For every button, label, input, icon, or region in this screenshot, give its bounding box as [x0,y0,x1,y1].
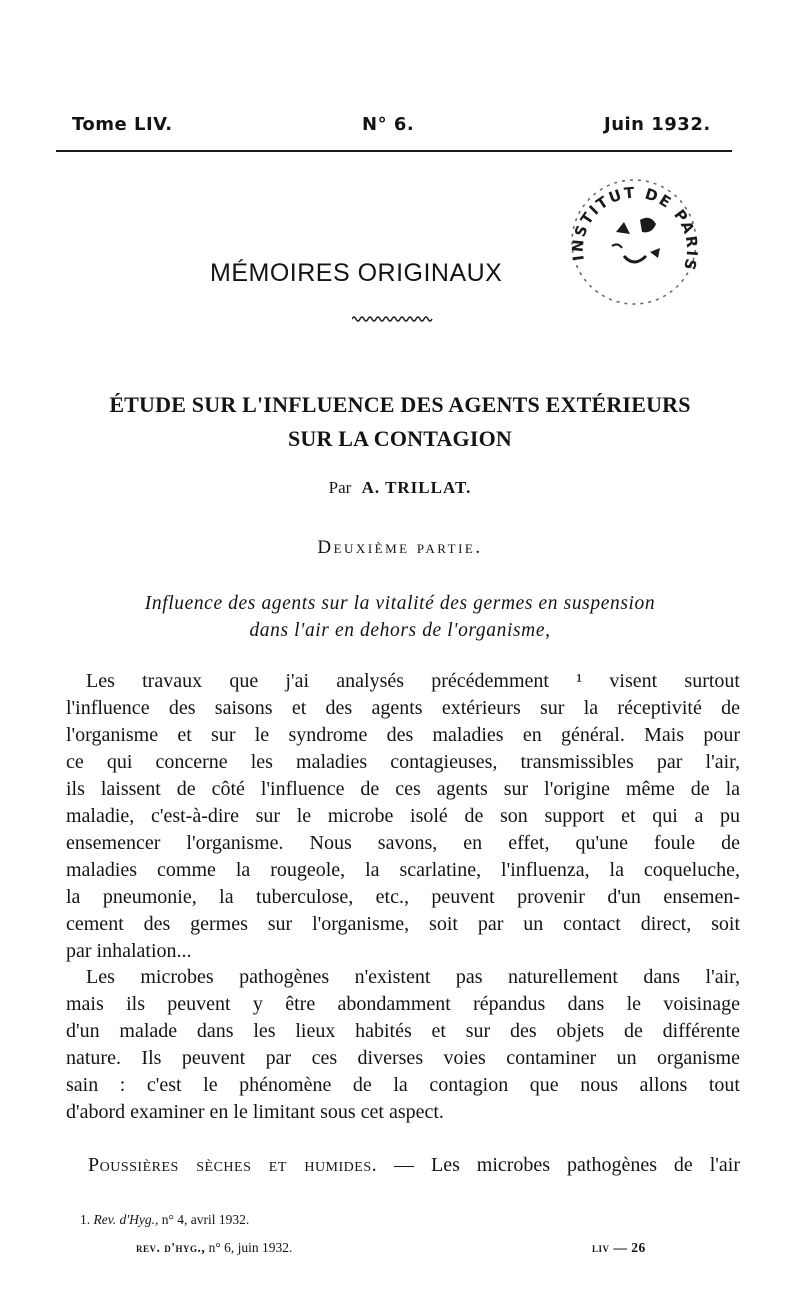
body-line: cement des germes sur l'organisme, soit par un contact direct, soit [66,913,740,935]
body-line: ce qui concerne les maladies contagieuses, transmissibles par l'air, [66,751,740,773]
body-line: maladie, c'est-à-dire sur le microbe isolé de son support et qui a pu [66,805,740,827]
issue-number: N° 6. [362,114,415,135]
library-stamp [554,160,704,310]
body-line: sain : c'est le phénomène de la contagion que nous allons tout [66,1074,740,1096]
footer-journal: rev. d'hyg., [136,1240,206,1255]
body-line: l'influence des saisons et des agents extérieurs sur la réceptivité de [66,697,740,719]
footnote-marker: 1. [80,1212,91,1227]
footnote-reference: Rev. d'Hyg., [93,1212,159,1227]
body-line: ils laissent de côté l'influence de ces agents sur l'origine même de la [66,778,740,800]
subtitle-line-1: Influence des agents sur la vitalité des germes en suspension [144,593,656,614]
body-line: par inhalation... [66,940,192,962]
part-heading: Deuxième partie. [317,537,483,558]
body-line: l'organisme et sur le syndrome des maladies en général. Mais pour [66,724,740,746]
section-title: MÉMOIRES ORIGINAUX [210,259,503,287]
byline-prefix: Par [328,478,352,497]
footnote [80,1212,249,1228]
volume-label: Tome LIV. [72,114,173,135]
issue-date: Juin 1932. [604,114,711,135]
author-name: A. TRILLAT. [361,478,472,497]
page-number: liv — 26 [592,1240,646,1255]
svg-text:INSTITUT DE PARIS [569,184,702,274]
section-heading: Poussières sèches et humides. [88,1154,378,1176]
body-line: ensemencer l'organisme. Nous savons, en effet, qu'une foule de [66,832,740,854]
body-line: Les microbes pathogènes n'existent pas naturellement dans l'air, [86,966,740,988]
section-heading-continuation: — Les microbes pathogènes de l'air [377,1154,740,1176]
stamp-text: INSTITUT DE PARIS [568,183,702,274]
body-line: maladies comme la rougeole, la scarlatine, l'influenza, la coqueluche, [66,859,740,881]
byline [0,478,800,498]
body-line: Les travaux que j'ai analysés précédemment ¹ visent surtout [86,670,740,692]
footer-citation [136,1240,292,1256]
body-line: d'un malade dans les lieux habités et sur des objets de différente [66,1020,740,1042]
ornament-divider [352,314,434,324]
body-line: nature. Ils peuvent par ces diverses voies contaminer un organisme [66,1047,740,1069]
subtitle-line-2: dans l'air en dehors de l'organisme, [249,620,551,641]
body-line: d'abord examiner en le limitant sous cet aspect. [66,1101,444,1123]
header-rule [56,150,732,152]
footnote-detail: n° 4, avril 1932. [158,1212,250,1227]
article-title-line-2: SUR LA CONTAGION [287,426,513,451]
section-heading-line [88,1153,740,1177]
body-line: mais ils peuvent y être abondamment répandus dans le voisinage [66,993,740,1015]
body-line: la pneumonie, la tuberculose, etc., peuvent provenir d'un ensemen- [66,886,740,908]
footer-issue: n° 6, juin 1932. [205,1240,293,1255]
article-title-line-1: ÉTUDE SUR L'INFLUENCE DES AGENTS EXTÉRIEURS [109,392,691,417]
